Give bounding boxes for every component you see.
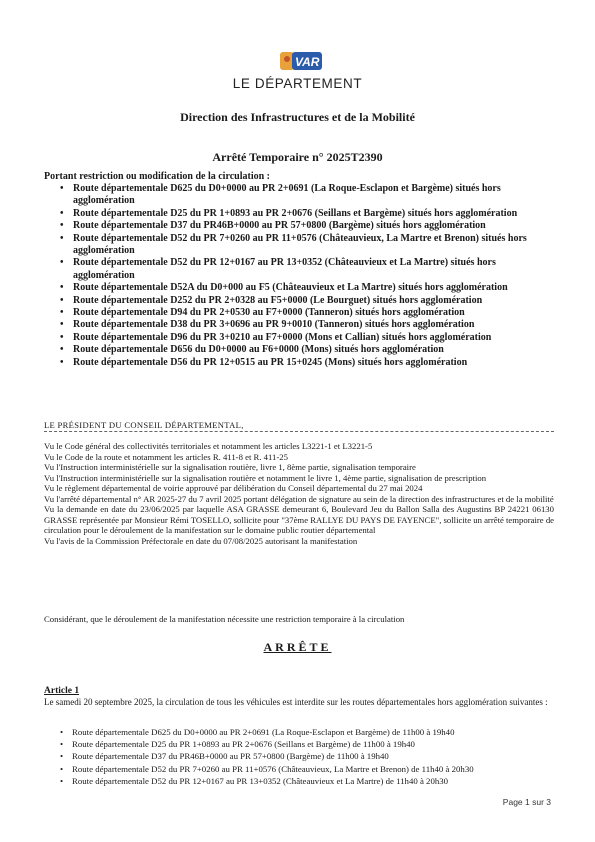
page-number: Page 1 sur 3 bbox=[502, 797, 551, 807]
considerant-text: Considérant, que le déroulement de la manifestation nécessite une restriction temporaire à la circulation bbox=[44, 614, 405, 624]
vu-paragraph: Vu l'Instruction interministérielle sur la signalisation routière et notamment le livre 1, 4ème partie, signalisation de prescription bbox=[44, 472, 487, 483]
route-list bbox=[58, 183, 538, 369]
vu-paragraph: Vu l'arrêté départemental n° AR 2025-27 du 7 avril 2025 portant délégation de signature au sein de la direction des infrastructures et de la mobilité bbox=[44, 493, 554, 504]
list-item: • Route départementale D37 du PR46B+0000 au PR 57+0800 (Bargème) de 11h00 à 19h40 bbox=[58, 750, 558, 762]
vu-paragraph: Vu le Code général des collectivités territoriales et notamment les articles L3221-1 et L3221-5 bbox=[44, 441, 373, 451]
logo-text: VAR bbox=[295, 55, 320, 69]
vu-paragraph: Vu la demande en date du 23/06/2025 par laquelle ASA GRASSE demeurant 6, Boulevard Jeu du Ballon Salla des Augustins BP 24221 06130 GRASSE représentée par Monsieur Rémi TOSELLO, sollicite pour "37ème RALLYE DU PAYS DE FAYENCE", sollicite un arrêté temporaire de circulation pour le déroulement de la manifestation sur le domaine public routier départemental bbox=[44, 504, 555, 535]
list-item: • Route départementale D25 du PR 1+0893 au PR 2+0676 (Seillans et Bargème) situés hors agglomération bbox=[58, 208, 538, 220]
intro-text: Portant restriction ou modification de la circulation : bbox=[44, 171, 270, 182]
list-item: • Route départementale D94 du PR 2+0530 au F7+0000 (Tanneron) situés hors agglomération bbox=[58, 307, 538, 319]
list-item: • Route départementale D625 du D0+0000 au PR 2+0691 (La Roque-Esclapon et Bargème) situés hors agglomération bbox=[58, 183, 538, 208]
department-name: LE DÉPARTEMENT bbox=[232, 76, 363, 91]
list-item: • Route départementale D625 du D0+0000 au PR 2+0691 (La Roque-Esclapon et Bargème) de 11h00 à 19h40 bbox=[58, 726, 558, 738]
list-item: • Route départementale D25 du PR 1+0893 au PR 2+0676 (Seillans et Bargème) de 11h00 à 19h40 bbox=[58, 738, 558, 750]
divider bbox=[44, 431, 554, 432]
vu-paragraph: Vu le règlement départemental de voirie approuvé par délibération du Conseil départemental du 27 mai 2024 bbox=[44, 483, 423, 493]
list-item: • Route départementale D52A du D0+000 au F5 (Châteauvieux et La Martre) situés hors agglomération bbox=[58, 282, 538, 294]
vu-paragraph: Vu le Code de la route et notamment les articles R. 411-8 et R. 411-25 bbox=[44, 451, 288, 462]
list-item: • Route départementale D56 du PR 12+0515 au PR 15+0245 (Mons) situés hors agglomération bbox=[58, 357, 538, 369]
article-1-text: Le samedi 20 septembre 2025, la circulation de tous les véhicules est interdite sur les routes départementales hors agglomération suivantes : bbox=[44, 697, 548, 707]
article-1-list bbox=[58, 726, 558, 787]
list-item: • Route départementale D252 du PR 2+0328 au F5+0000 (Le Bourguet) situés hors agglomération bbox=[58, 295, 538, 307]
president-heading: LE PRÉSIDENT DU CONSEIL DÉPARTEMENTAL, bbox=[44, 420, 244, 430]
list-item: • Route départementale D52 du PR 12+0167 au PR 13+0352 (Châteauvieux et La Martre) situés hors agglomération bbox=[58, 257, 538, 282]
article-1-title: Article 1 bbox=[44, 686, 80, 696]
direction-title: Direction des Infrastructures et de la Mobilité bbox=[180, 110, 415, 124]
vus-section bbox=[44, 441, 554, 546]
vu-paragraph: Vu l'Instruction interministérielle sur la signalisation routière, livre 1, 8ème partie, signalisation temporaire bbox=[44, 462, 416, 472]
var-logo-icon bbox=[262, 50, 332, 76]
vu-paragraph: Vu l'avis de la Commission Préfectorale en date du 07/08/2025 autorisant la manifestation bbox=[44, 535, 358, 546]
list-item: • Route départementale D37 du PR46B+0000 au PR 57+0800 (Bargème) situés hors agglomération bbox=[58, 220, 538, 232]
list-item: • Route départementale D52 du PR 12+0167 au PR 13+0352 (Châteauvieux et La Martre) de 11h40 à 20h30 bbox=[58, 775, 558, 787]
list-item: • Route départementale D96 du PR 3+0210 au F7+0000 (Mons et Callian) situés hors agglomération bbox=[58, 332, 538, 344]
list-item: • Route départementale D52 du PR 7+0260 au PR 11+0576 (Châteauvieux, La Martre et Brenon) de 11h40 à 20h30 bbox=[58, 763, 558, 775]
list-item: • Route départementale D656 du D0+0000 au F6+0000 (Mons) situés hors agglomération bbox=[58, 344, 538, 356]
list-item: • Route départementale D38 du PR 3+0696 au PR 9+0010 (Tanneron) situés hors agglomération bbox=[58, 319, 538, 331]
arrete-heading: ARRÊTE bbox=[263, 640, 332, 654]
var-logo bbox=[262, 50, 332, 76]
list-item: • Route départementale D52 du PR 7+0260 au PR 11+0576 (Châteauvieux, La Martre et Brenon) situés hors agglomération bbox=[58, 233, 538, 258]
arrete-number: Arrêté Temporaire n° 2025T2390 bbox=[212, 150, 383, 164]
